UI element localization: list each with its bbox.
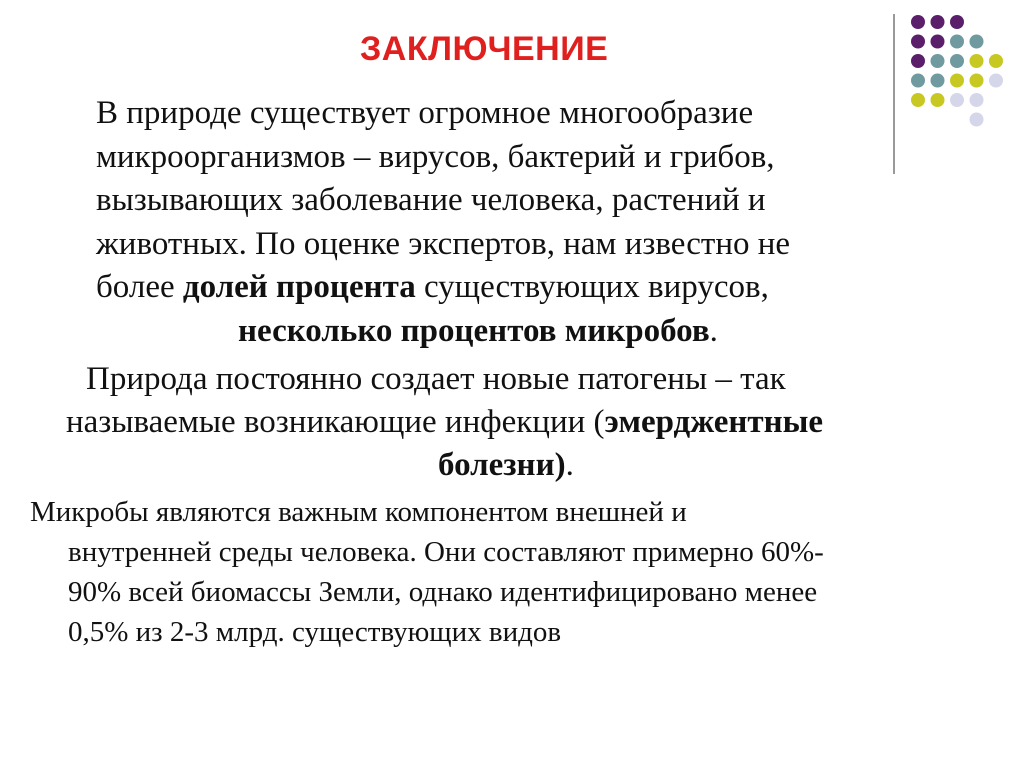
decorative-dot xyxy=(970,35,984,49)
text-line xyxy=(66,444,996,487)
decorative-dot xyxy=(911,15,925,29)
text-line: В природе существует огромное многообразие xyxy=(96,95,754,131)
decorative-dot xyxy=(970,113,984,127)
text-run: . xyxy=(709,312,718,349)
decorative-dot xyxy=(950,74,964,88)
decorative-dot xyxy=(931,54,945,68)
text-line: 90% всей биомассы Земли, однако идентифицировано менее xyxy=(68,576,818,608)
decorative-dot xyxy=(950,54,964,68)
text-line xyxy=(96,310,946,354)
decorative-dot xyxy=(931,15,945,29)
decorative-dot xyxy=(970,74,984,88)
paragraph-pathogens xyxy=(66,358,996,487)
decorative-dot xyxy=(931,74,945,88)
text-line xyxy=(66,401,996,444)
decorative-dot xyxy=(950,93,964,107)
text-line: внутренней среды человека. Они составляют примерно 60%- xyxy=(68,536,824,568)
decorative-dot xyxy=(989,74,1003,88)
text-run: существующих вирусов, xyxy=(415,269,769,305)
text-line: 0,5% из 2-3 млрд. существующих видов xyxy=(68,616,562,648)
bold-text: эмерджентные xyxy=(604,404,824,440)
decorative-dot xyxy=(950,35,964,49)
text-run: называемые возникающие инфекции ( xyxy=(66,404,605,440)
text-line: животных. По оценке экспертов, нам известно не xyxy=(96,225,791,262)
decorative-dot xyxy=(911,35,925,49)
text-line xyxy=(96,266,946,310)
paragraph-biomass xyxy=(30,492,1000,652)
text-run: . xyxy=(565,447,574,483)
paragraph-diversity xyxy=(96,92,946,353)
decorative-dot xyxy=(970,93,984,107)
bold-text: долей процента xyxy=(182,269,416,305)
decorative-dot xyxy=(911,54,925,68)
text-line: микроорганизмов – вирусов, бактерий и грибов, xyxy=(96,138,775,175)
decorative-dot xyxy=(970,54,984,68)
text-line: Природа постоянно создает новые патогены – так xyxy=(86,361,786,397)
text-run: более xyxy=(96,269,183,305)
bold-text: болезни) xyxy=(438,447,566,483)
decorative-dot xyxy=(911,74,925,88)
decorative-dot xyxy=(931,35,945,49)
bold-text: несколько процентов микробов xyxy=(238,312,710,349)
decorative-dot xyxy=(950,15,964,29)
slide-title: ЗАКЛЮЧЕНИЕ xyxy=(360,30,609,68)
text-line: Микробы являются важным компонентом внешней и xyxy=(30,496,687,528)
decorative-dot xyxy=(989,54,1003,68)
text-line: вызывающих заболевание человека, растений и xyxy=(96,182,766,218)
